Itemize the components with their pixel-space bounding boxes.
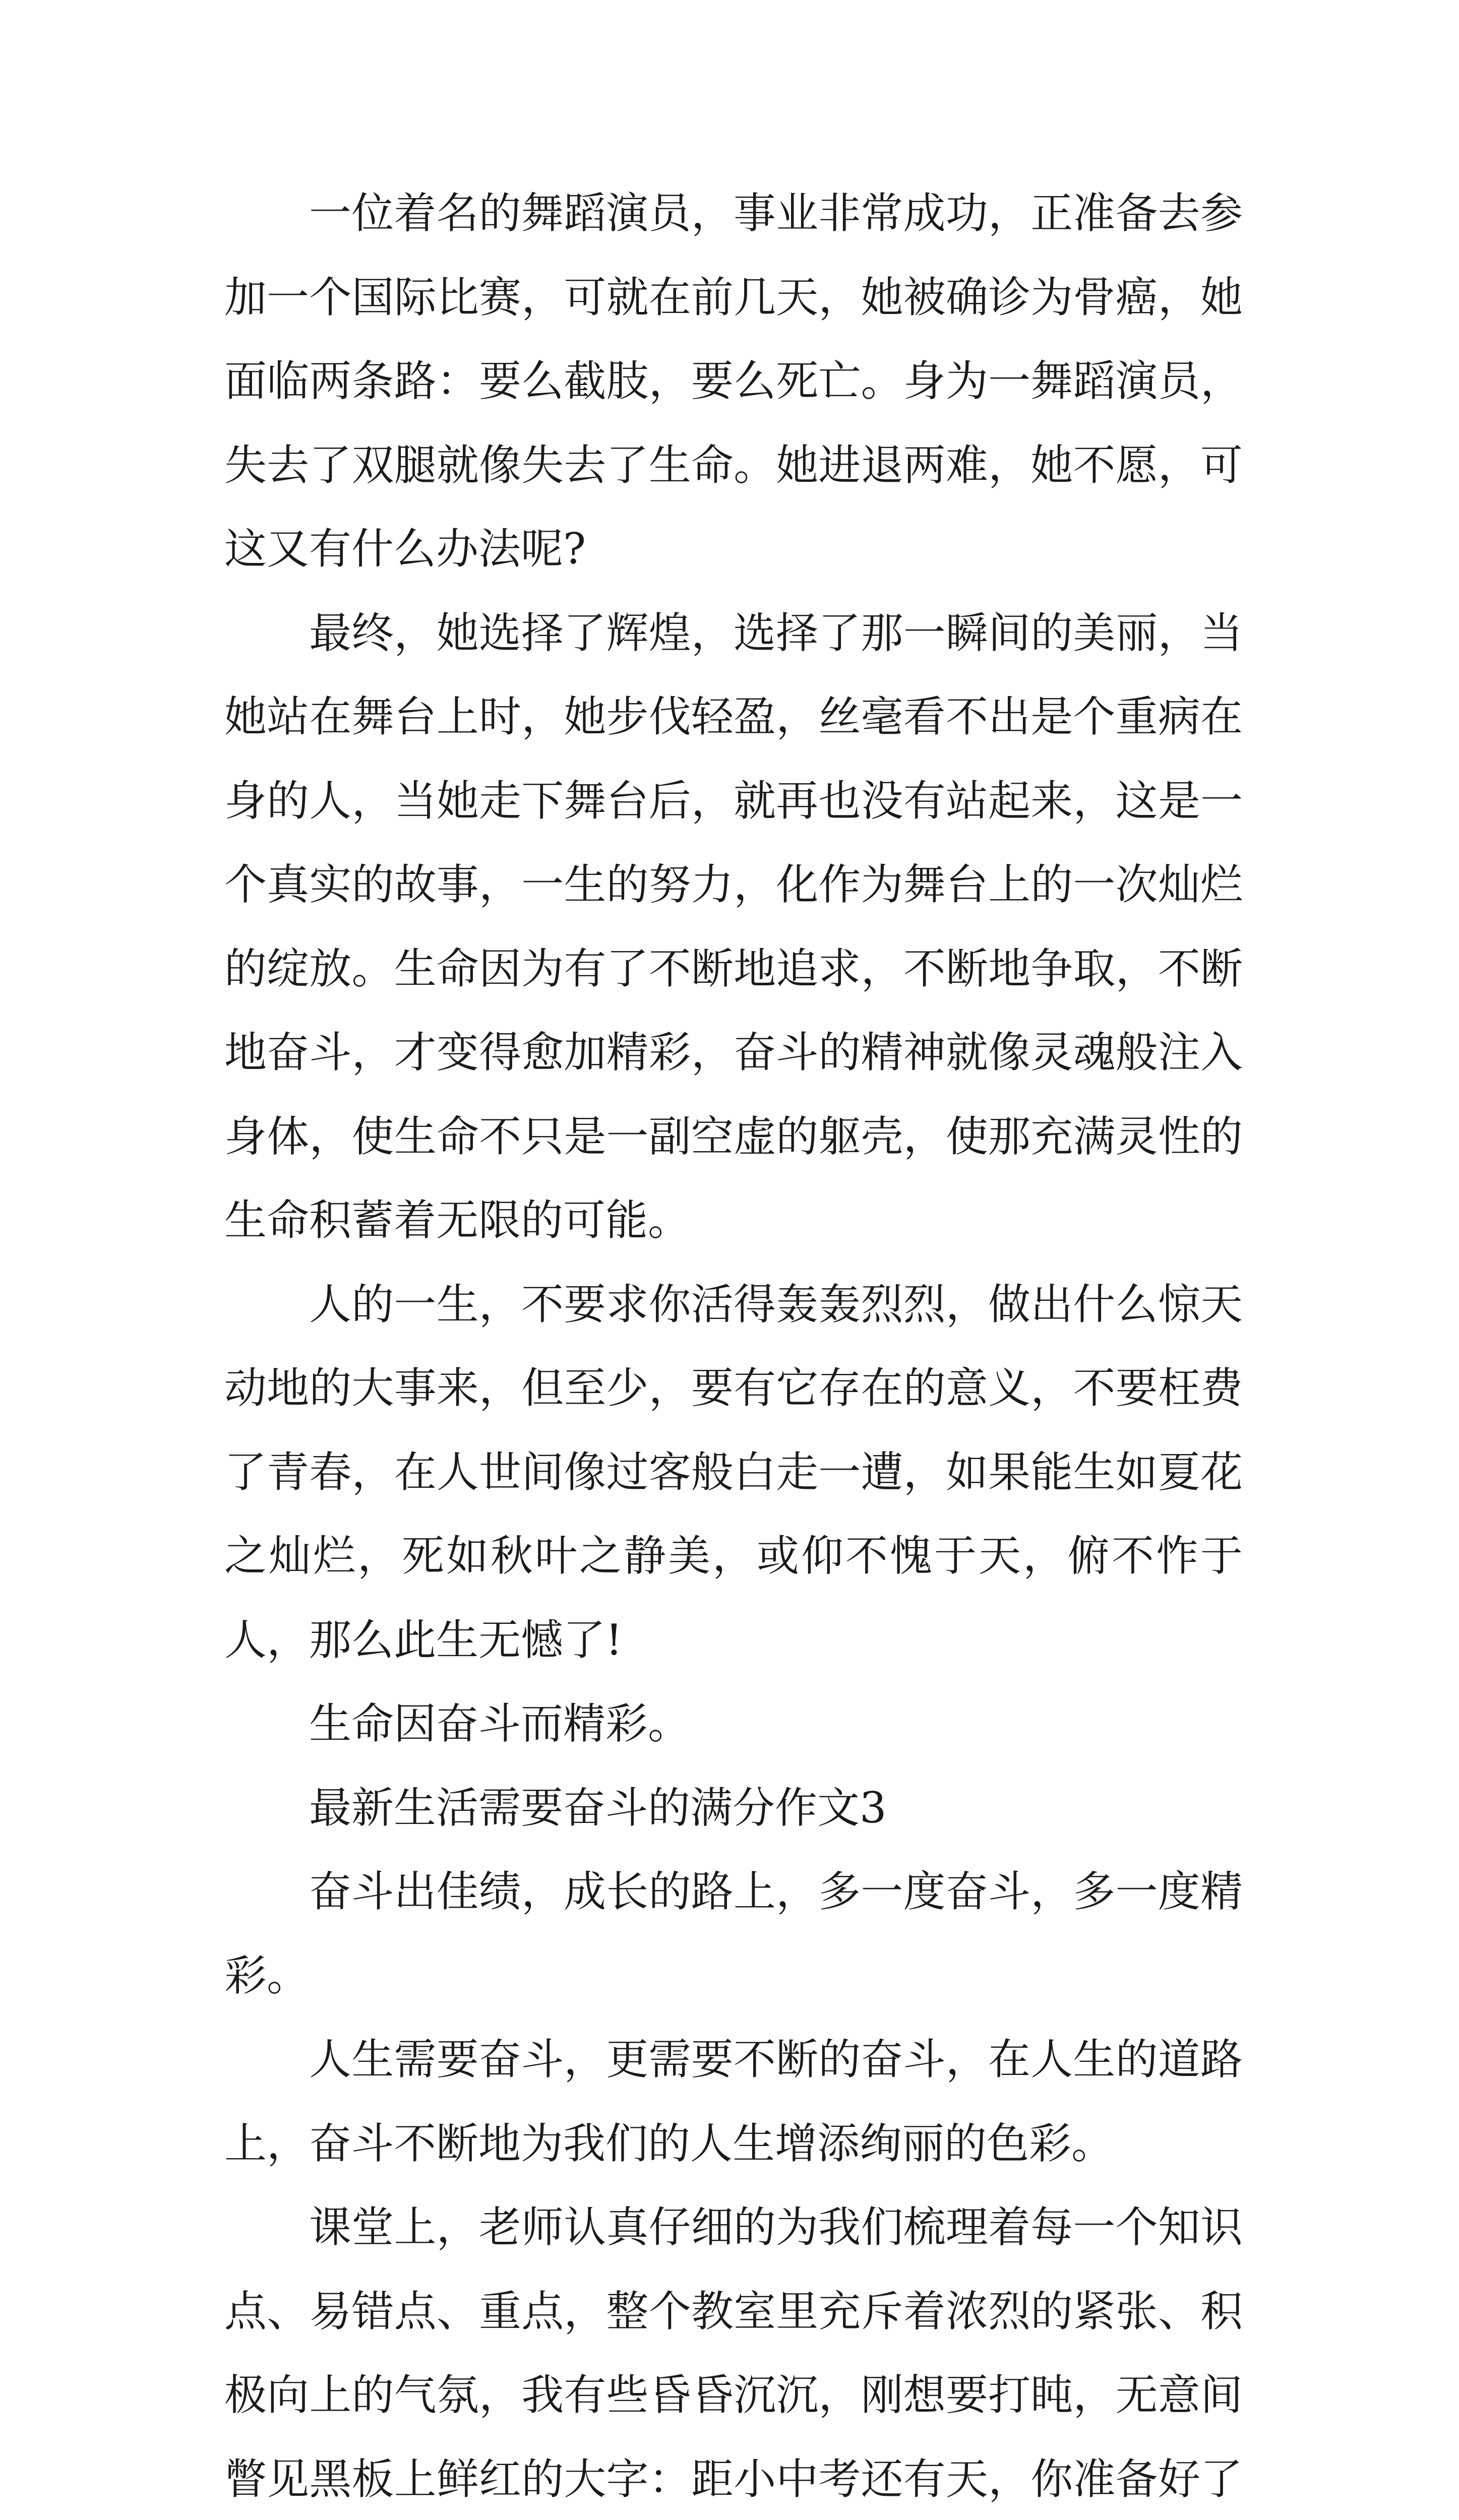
document-body	[224, 171, 1243, 2520]
paragraph-dancer-story: 一位着名的舞蹈演员，事业非常成功，正准备去参加一个国际比赛，可就在前几天，她被确诊为骨癌，她面临两条路：要么截肢，要么死亡。身为一舞蹈演员，失去了双腿就像失去了生命。她进退两难，她不愿，可这又有什么办法呢?	[224, 188, 1243, 574]
essay-heading-3: 最新生活需要奋斗的满分作文3	[309, 1783, 887, 1833]
paragraph-choice-brilliance: 最终，她选择了辉煌，选择了那一瞬间的美丽，当她站在舞台上时，她步伐轻盈，丝毫看不出是个重病在身的人，当她走下舞台后，就再也没有站起来，这是一个真实的故事，一生的努力，化作为舞台上的一次灿烂的绽放。生命因为有了不断地追求，不断地争取，不断地奋斗，才变得愈加精彩，奋斗的精神就像灵魂般注入身体，使生命不只是一副空虚的躯壳，使那充满灵性的生命积蓄着无限的可能。	[224, 608, 1243, 1245]
paragraph-achievement: 奋斗出佳绩，成长的路上，多一度奋斗，多一度精彩。	[224, 1867, 1243, 2000]
paragraph-conclusion: 生命因奋斗而精彩。	[309, 1699, 691, 1748]
paragraph-meaning-of-life: 人的一生，不要求你活得轰轰烈烈，做出什么惊天动地的大事来，但至少，要有它存在的意义，不要枉费了青春，在人世间像过客般白走一遭，如果能生如夏花之灿烂，死如秋叶之静美，或仰不愧于天，俯不怍于人，那么此生无憾了!	[224, 1279, 1243, 1665]
paragraph-classroom: 课堂上，老师认真仔细的为我们梳理着每一个知识点、易错点、重点，整个教室里充斥着浓烈的紧张、积极向上的气氛，我有些昏昏沉沉，刚想要打盹，无意间瞥见黑板上鲜红的大字：距小中考还有天，你准备好了	[224, 2202, 1243, 2504]
paragraph-constant-striving: 人生需要奋斗，更需要不断的奋斗，在人生的道路上，奋斗不断地为我们的人生增添绚丽的色彩。	[224, 2035, 1243, 2168]
